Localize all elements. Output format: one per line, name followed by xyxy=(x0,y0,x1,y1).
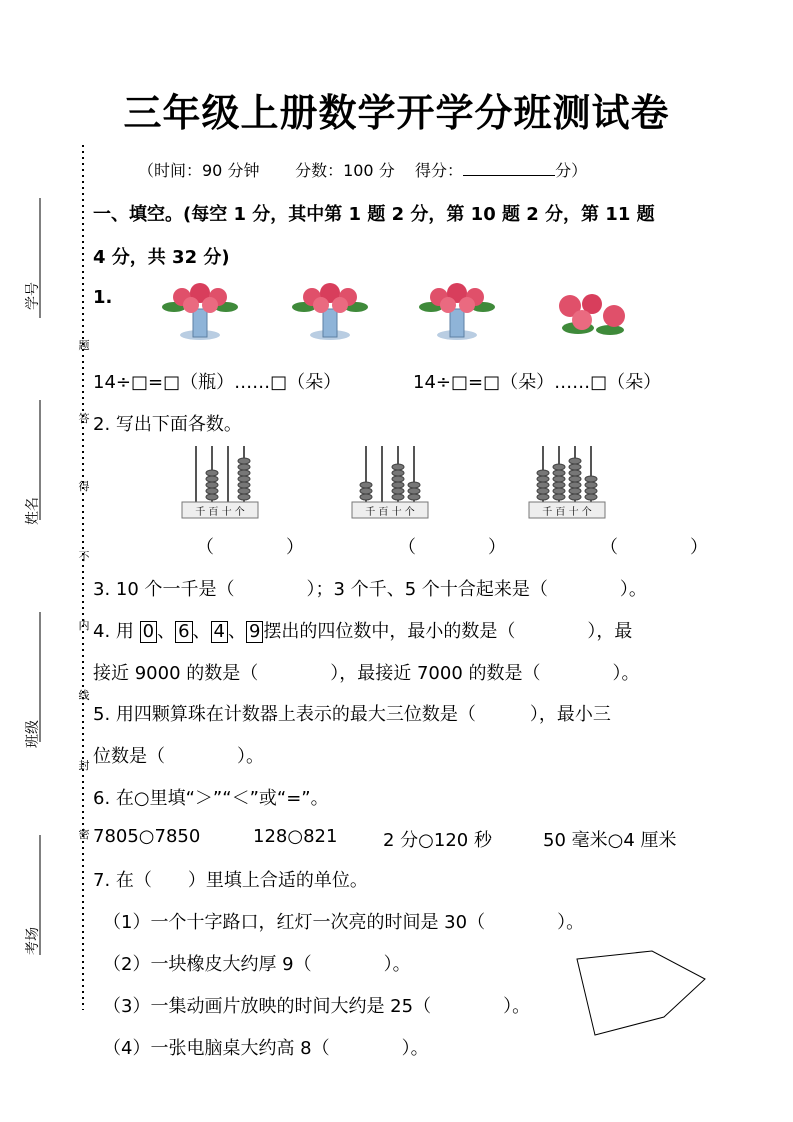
q6-item-3: 2 分○120 秒 xyxy=(383,830,492,851)
got-text: 得分： xyxy=(415,161,464,180)
seal-char-8: 密 xyxy=(78,828,90,841)
q7-text: 7. 在（ ）里填上合适的单位。 xyxy=(93,870,368,891)
score-text: 分数：100 分 xyxy=(295,161,395,180)
section1-line1: 一、填空。(每空 1 分，其中第 1 题 2 分，第 10 题 2 分，第 11 题 xyxy=(93,204,655,225)
q1-number: 1. xyxy=(93,287,113,308)
q5-line2: 位数是（ ）。 xyxy=(93,746,264,767)
q4-prefix: 4. 用 xyxy=(93,621,140,642)
abacus-label: 千 百 十 个 xyxy=(365,507,415,518)
student-id-label: 学号 xyxy=(25,282,41,310)
name-label: 姓名 xyxy=(25,497,41,525)
seal-char-2: 答 xyxy=(78,412,90,425)
flower-vase-icon xyxy=(160,283,240,343)
q6-item-2: 128○821 xyxy=(253,826,338,847)
q6-item-4: 50 毫米○4 厘米 xyxy=(543,830,677,851)
flower-vase-icon xyxy=(417,283,497,343)
q1-left-equation: 14÷□=□（瓶）……□（朵） xyxy=(93,372,342,393)
digit-card-0: 0 xyxy=(140,621,157,643)
q7-item-3: （3）一集动画片放映的时间大约是 25（ ）。 xyxy=(103,996,531,1017)
q1-right-equation: 14÷□=□（朵）……□（朵） xyxy=(413,372,662,393)
seal-char-1: 题 xyxy=(78,339,90,352)
flower-bunch-icon xyxy=(548,290,638,340)
pentagon-shape xyxy=(572,947,712,1042)
q2-answer-2[interactable]: （ ） xyxy=(398,537,506,558)
q2-text: 2. 写出下面各数。 xyxy=(93,414,242,435)
seal-char-5: 内 xyxy=(78,619,90,632)
exam-room-label: 考场 xyxy=(25,927,41,955)
got-end-text: 分） xyxy=(555,161,588,180)
q4-line1 xyxy=(93,617,632,643)
seal-char-3: 得 xyxy=(78,480,90,493)
class-label: 班级 xyxy=(25,720,41,748)
page-title: 三年级上册数学开学分班测试卷 xyxy=(123,91,670,135)
section1-line2: 4 分，共 32 分) xyxy=(93,247,230,268)
score-blank[interactable] xyxy=(463,161,555,176)
q7-item-1: （1）一个十字路口，红灯一次亮的时间是 30（ ）。 xyxy=(103,912,585,933)
seal-char-7: 封 xyxy=(78,759,90,772)
q4-sep: 、 xyxy=(192,621,211,642)
q3-text: 3. 10 个一千是（ ）；3 个千、5 个十合起来是（ ）。 xyxy=(93,579,647,600)
flower-vase-icon xyxy=(290,283,370,343)
q6-item-1: 7805○7850 xyxy=(93,826,201,847)
digit-card-4: 4 xyxy=(211,621,228,643)
seal-char-4: 不 xyxy=(78,550,90,563)
q2-answer-3[interactable]: （ ） xyxy=(600,537,708,558)
q4-sep: 、 xyxy=(157,621,176,642)
q6-text: 6. 在○里填“＞”“＜”或“=”。 xyxy=(93,788,329,809)
time-text: （时间：90 分钟 xyxy=(138,161,260,180)
seal-char-6: 线 xyxy=(78,689,90,702)
q2-answer-1[interactable]: （ ） xyxy=(196,537,304,558)
q4-rest: 摆出的四位数中，最小的数是（ ），最 xyxy=(263,621,633,642)
digit-card-6: 6 xyxy=(175,621,192,643)
abacus-label: 千 百 十 个 xyxy=(195,507,245,518)
exam-info xyxy=(138,158,587,181)
q7-item-4: （4）一张电脑桌大约高 8（ ）。 xyxy=(103,1038,429,1059)
q4-sep: 、 xyxy=(227,621,246,642)
abacus-label: 千 百 十 个 xyxy=(542,507,592,518)
q4-line2: 接近 9000 的数是（ ），最接近 7000 的数是（ ）。 xyxy=(93,663,640,684)
q7-item-2: （2）一块橡皮大约厚 9（ ）。 xyxy=(103,954,411,975)
q5-line1: 5. 用四颗算珠在计数器上表示的最大三位数是（ ），最小三 xyxy=(93,704,611,725)
digit-card-9: 9 xyxy=(246,621,263,643)
